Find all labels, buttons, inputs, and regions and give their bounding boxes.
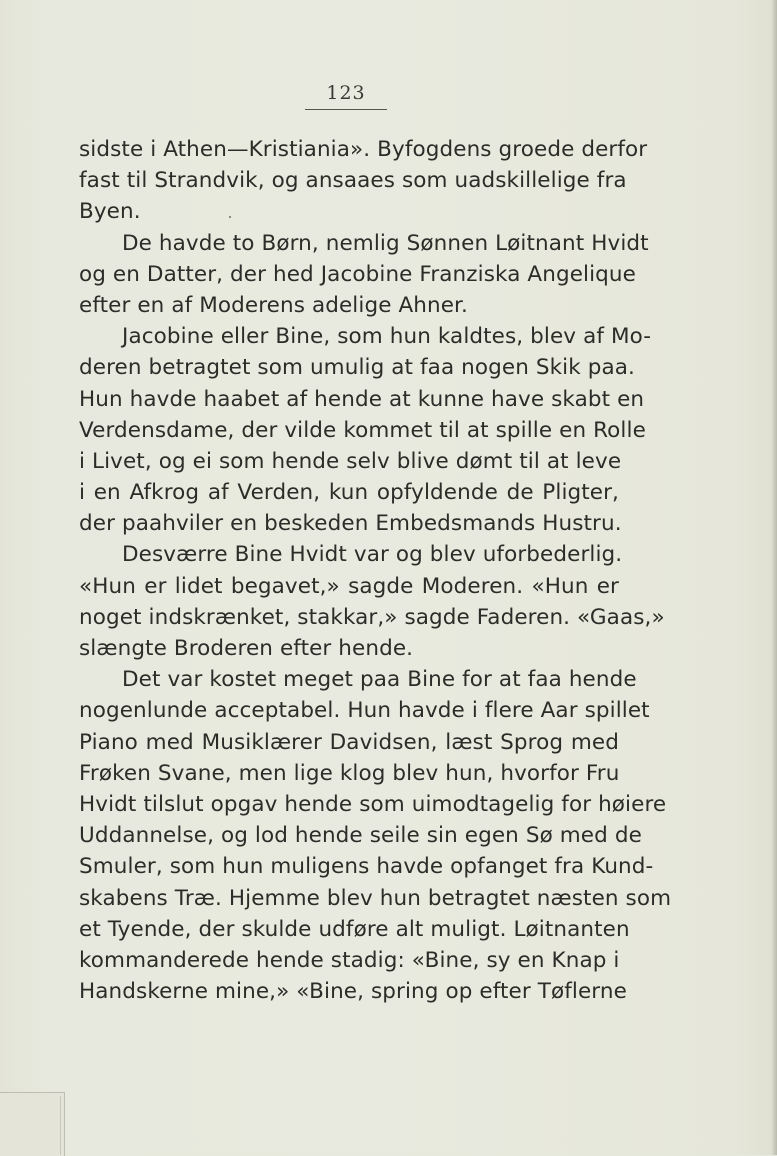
page-number-underline xyxy=(305,109,387,110)
text-line: Desværre Bine Hvidt var og blev uforbederlig. xyxy=(122,542,623,568)
text-line: Frøken Svane, men lige klog blev hun, hvorfor Fru xyxy=(79,760,620,786)
text-line: De havde to Børn, nemlig Sønnen Løitnant Hvidt xyxy=(122,230,649,256)
body-text xyxy=(79,134,672,1007)
text-line: Uddannelse, og lod hende seile sin egen Sø med de xyxy=(79,823,642,849)
text-line: efter en af Moderens adelige Ahner. xyxy=(79,292,468,318)
text-line: sidste i Athen—Kristiania». Byfogdens groede derfor xyxy=(79,137,648,162)
stamp-corner-line xyxy=(60,1096,61,1155)
library-stamp-corner xyxy=(0,1092,65,1156)
text-line: Smuler, som hun muligens havde opfanget fra Kund- xyxy=(79,854,654,880)
text-line: kommanderede hende stadig: «Bine, sy en Knap i xyxy=(79,947,620,973)
text-line: «Hun er lidet begavet,» sagde Moderen. «Hun er xyxy=(79,573,619,599)
text-line: skabens Træ. Hjemme blev hun betragtet næsten som xyxy=(79,885,672,911)
text-line: et Tyende, der skulde udføre alt muligt. Løitnanten xyxy=(79,916,630,942)
text-line: Det var kostet meget paa Bine for at faa hende xyxy=(122,667,637,693)
text-line: slængte Broderen efter hende. xyxy=(79,636,414,661)
text-line: fast til Strandvik, og ansaaes som uadskillelige fra xyxy=(79,168,627,194)
text-line: nogenlunde acceptabel. Hun havde i flere Aar spillet xyxy=(79,698,650,724)
text-line: Piano med Musiklærer Davidsen, læst Sprog med xyxy=(79,729,619,755)
text-line: der paahviler en beskeden Embedsmands Hustru. xyxy=(79,511,622,537)
page-number: 123 xyxy=(326,82,366,104)
text-line: Handskerne mine,» «Bine, spring op efter Tøflerne xyxy=(79,979,627,1005)
text-line: Hvidt tilslut opgav hende som uimodtagelig for høiere xyxy=(79,791,667,817)
text-line: noget indskrænket, stakkar,» sagde Faderen. «Gaas,» xyxy=(79,604,665,630)
text-line: Byen. xyxy=(79,199,141,225)
text-line: Verdensdame, der vilde kommet til at spille en Rolle xyxy=(79,417,646,443)
text-line: i Livet, og ei som hende selv blive dømt til at leve xyxy=(79,448,622,474)
text-line: Hun havde haabet af hende at kunne have skabt en xyxy=(79,386,645,412)
text-line: og en Datter, der hed Jacobine Franziska Angelique xyxy=(79,261,636,287)
text-line: deren betragtet som umulig at faa nogen Skik paa. xyxy=(79,355,635,381)
page-edge-shadow xyxy=(771,0,777,1155)
text-line: Jacobine eller Bine, som hun kaldtes, blev af Mo- xyxy=(122,324,652,350)
text-line: i en Afkrog af Verden, kun opfyldende de Pligter, xyxy=(79,480,619,506)
